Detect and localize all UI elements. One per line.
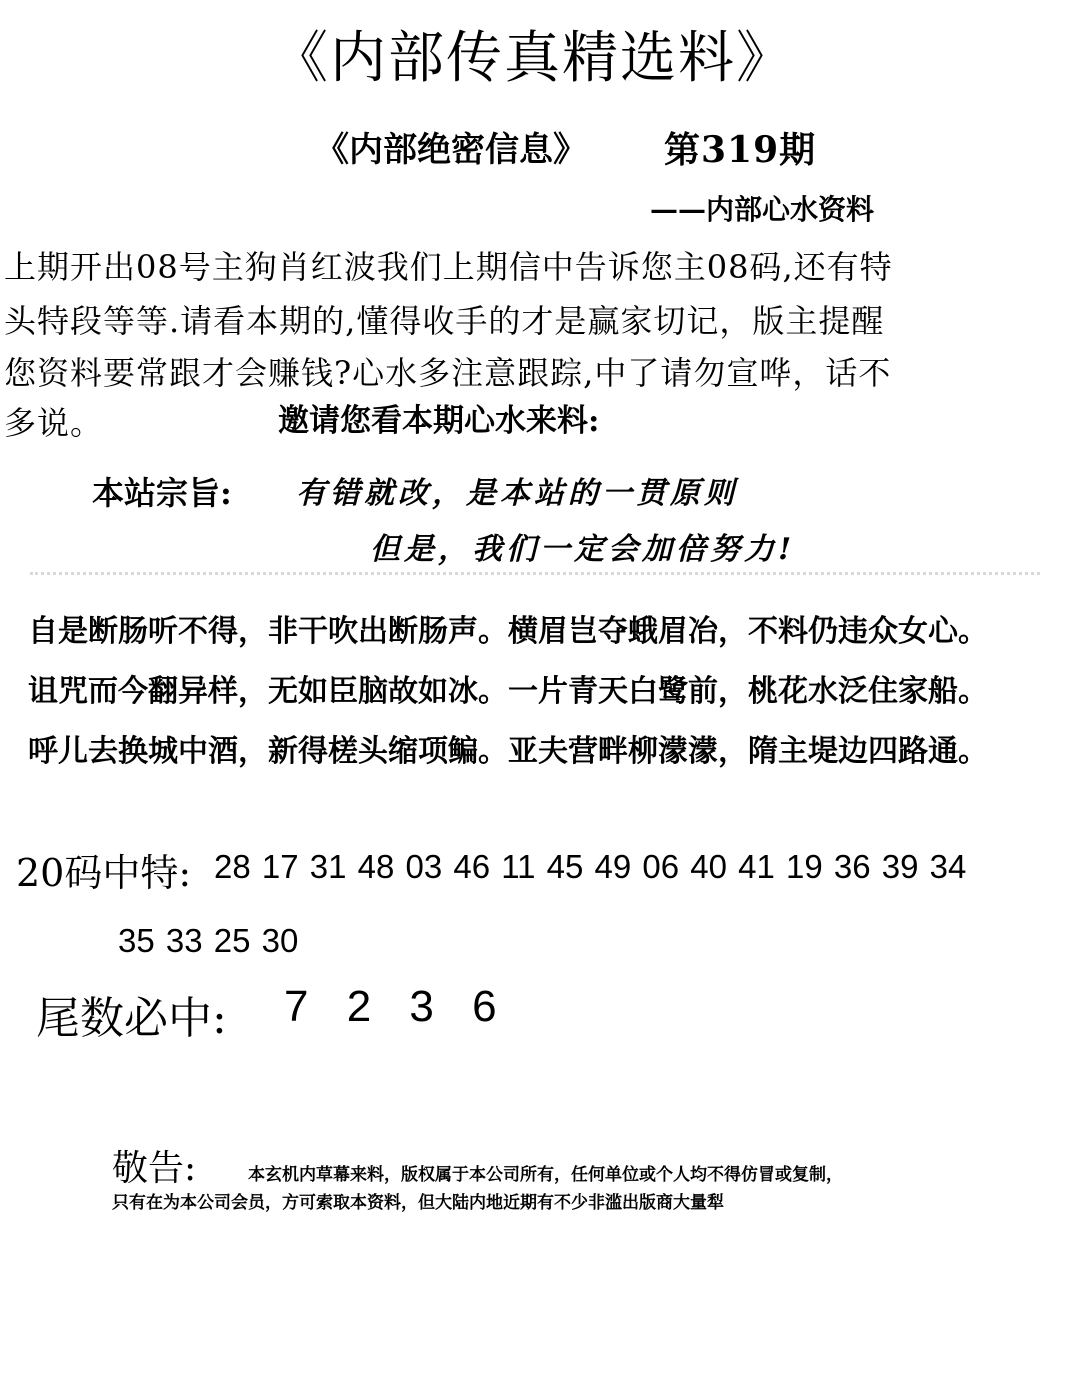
source-label: ——内部心水资料 bbox=[650, 193, 875, 226]
codes-label: 20码中特: bbox=[16, 851, 192, 895]
codes-row-2: 35 33 25 30 bbox=[118, 922, 299, 959]
intro-line-4: 多说。 bbox=[4, 404, 104, 442]
intro-line-2: 头特段等等.请看本期的,懂得收手的才是赢家切记，版主提醒 bbox=[4, 302, 885, 340]
intro-line-3: 您资料要常跟才会赚钱?心水多注意跟踪,中了请勿宣哗，话不 bbox=[4, 354, 892, 392]
motto-line-2: 但是，我们一定会加倍努力! bbox=[370, 532, 796, 567]
divider bbox=[30, 572, 1040, 579]
tail-numbers: 7 2 3 6 bbox=[284, 982, 497, 1031]
sub-title: 《内部绝密信息》 bbox=[315, 130, 587, 170]
invite-text: 邀请您看本期心水来料: bbox=[278, 403, 600, 439]
notice-label: 敬告: bbox=[112, 1148, 197, 1189]
codes-row-1: 28 17 31 48 03 46 11 45 49 06 40 41 19 36 39 34 bbox=[214, 848, 967, 885]
notice-line-2: 只有在为本公司会员，方可索取本资料，但大陆内地近期有不少非滥出版商大量犁 bbox=[112, 1193, 724, 1213]
issue-number: 第319期 bbox=[664, 129, 817, 171]
poem-line-1: 自是断肠听不得，非干吹出断肠声。横眉岂夺蛾眉冶，不料仍违众女心。 bbox=[28, 614, 988, 649]
intro-line-1: 上期开出08号主狗肖红波我们上期信中告诉您主08码,还有特 bbox=[4, 248, 893, 286]
notice-line-1: 本玄机内草幕来料，版权属于本公司所有，任何单位或个人均不得仿冒或复制， bbox=[248, 1165, 843, 1185]
tail-label: 尾数必中: bbox=[36, 993, 227, 1044]
poem-line-2: 诅咒而今翻异样，无如臣脑故如冰。一片青天白鹭前，桃花水泛住家船。 bbox=[28, 674, 988, 709]
page-title: 《内部传真精选料》 bbox=[272, 26, 794, 91]
motto-line-1: 有错就改，是本站的一贯原则 bbox=[296, 476, 738, 511]
motto-label: 本站宗旨: bbox=[92, 474, 232, 512]
poem-line-3: 呼儿去换城中酒，新得槎头缩项鳊。亚夫营畔柳濛濛，隋主堤边四路通。 bbox=[28, 734, 988, 769]
